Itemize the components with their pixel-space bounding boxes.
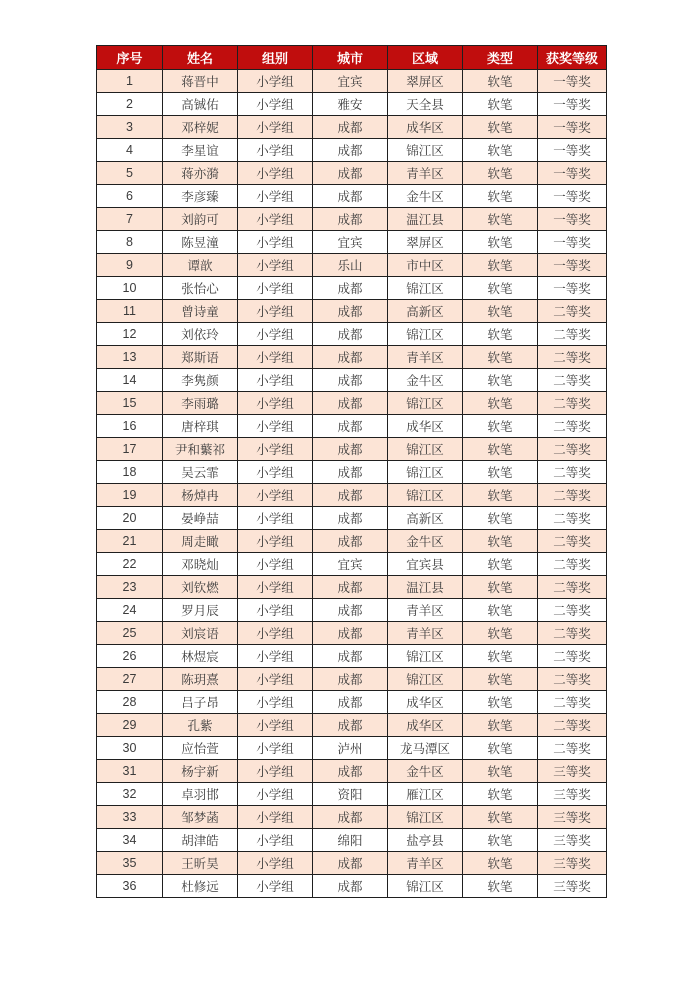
table-cell: 宜宾 (313, 553, 388, 576)
table-cell: 李星谊 (163, 139, 238, 162)
table-cell: 小学组 (238, 277, 313, 300)
table-cell: 金牛区 (388, 185, 463, 208)
table-cell: 刘韵可 (163, 208, 238, 231)
table-cell: 三等奖 (538, 760, 607, 783)
table-cell: 成都 (313, 323, 388, 346)
table-cell: 王昕昊 (163, 852, 238, 875)
table-cell: 小学组 (238, 553, 313, 576)
table-cell: 温江县 (388, 208, 463, 231)
table-cell: 成都 (313, 576, 388, 599)
table-cell: 小学组 (238, 668, 313, 691)
table-cell: 刘依玲 (163, 323, 238, 346)
table-cell: 杨宇新 (163, 760, 238, 783)
table-cell: 青羊区 (388, 599, 463, 622)
table-cell: 张怡心 (163, 277, 238, 300)
table-cell: 软笔 (463, 162, 538, 185)
table-cell: 成都 (313, 691, 388, 714)
table-row (97, 277, 607, 300)
table-cell: 小学组 (238, 576, 313, 599)
column-header: 获奖等级 (538, 46, 607, 70)
table-cell: 36 (97, 875, 163, 898)
table-cell: 小学组 (238, 116, 313, 139)
table-cell: 邓梓妮 (163, 116, 238, 139)
table-cell: 青羊区 (388, 346, 463, 369)
table-cell: 6 (97, 185, 163, 208)
table-cell: 小学组 (238, 162, 313, 185)
table-cell: 一等奖 (538, 93, 607, 116)
table-cell: 二等奖 (538, 737, 607, 760)
table-cell: 29 (97, 714, 163, 737)
table-cell: 一等奖 (538, 254, 607, 277)
table-row (97, 438, 607, 461)
table-cell: 三等奖 (538, 806, 607, 829)
table-cell: 孔紫 (163, 714, 238, 737)
table-cell: 12 (97, 323, 163, 346)
table-row (97, 162, 607, 185)
table-cell: 软笔 (463, 300, 538, 323)
table-cell: 谭歆 (163, 254, 238, 277)
table-row (97, 760, 607, 783)
table-cell: 9 (97, 254, 163, 277)
table-cell: 陈昱潼 (163, 231, 238, 254)
table-cell: 二等奖 (538, 645, 607, 668)
table-cell: 高铖佑 (163, 93, 238, 116)
table-cell: 蒋亦漪 (163, 162, 238, 185)
table-cell: 软笔 (463, 231, 538, 254)
table-row (97, 622, 607, 645)
table-cell: 金牛区 (388, 530, 463, 553)
table-cell: 软笔 (463, 530, 538, 553)
table-cell: 33 (97, 806, 163, 829)
table-cell: 软笔 (463, 783, 538, 806)
table-cell: 小学组 (238, 875, 313, 898)
table-cell: 成都 (313, 875, 388, 898)
table-cell: 陈玥熹 (163, 668, 238, 691)
table-cell: 小学组 (238, 254, 313, 277)
table-row (97, 645, 607, 668)
table-cell: 小学组 (238, 645, 313, 668)
table-cell: 软笔 (463, 829, 538, 852)
table-row (97, 185, 607, 208)
table-cell: 二等奖 (538, 369, 607, 392)
table-cell: 成都 (313, 369, 388, 392)
table-cell: 成都 (313, 438, 388, 461)
table-cell: 邹梦菡 (163, 806, 238, 829)
table-cell: 锦江区 (388, 139, 463, 162)
table-row (97, 139, 607, 162)
table-cell: 宜宾 (313, 70, 388, 93)
table-cell: 蒋晋中 (163, 70, 238, 93)
table-cell: 2 (97, 93, 163, 116)
table-cell: 14 (97, 369, 163, 392)
table-cell: 金牛区 (388, 760, 463, 783)
table-cell: 3 (97, 116, 163, 139)
table-row (97, 461, 607, 484)
table-cell: 小学组 (238, 392, 313, 415)
table-row (97, 392, 607, 415)
table-header-row (97, 46, 607, 70)
table-cell: 绵阳 (313, 829, 388, 852)
table-row (97, 599, 607, 622)
table-cell: 雁江区 (388, 783, 463, 806)
table-cell: 龙马潭区 (388, 737, 463, 760)
table-row (97, 737, 607, 760)
table-cell: 小学组 (238, 760, 313, 783)
table-cell: 成都 (313, 760, 388, 783)
table-cell: 19 (97, 484, 163, 507)
table-cell: 18 (97, 461, 163, 484)
table-row (97, 231, 607, 254)
table-cell: 软笔 (463, 691, 538, 714)
table-cell: 5 (97, 162, 163, 185)
table-cell: 小学组 (238, 507, 313, 530)
table-cell: 雅安 (313, 93, 388, 116)
table-cell: 一等奖 (538, 116, 607, 139)
table-cell: 软笔 (463, 852, 538, 875)
table-row (97, 116, 607, 139)
table-cell: 二等奖 (538, 346, 607, 369)
table-row (97, 714, 607, 737)
table-cell: 三等奖 (538, 852, 607, 875)
table-cell: 成华区 (388, 691, 463, 714)
table-cell: 1 (97, 70, 163, 93)
table-cell: 晏峥喆 (163, 507, 238, 530)
table-cell: 高新区 (388, 300, 463, 323)
column-header: 序号 (97, 46, 163, 70)
table-cell: 二等奖 (538, 599, 607, 622)
table-cell: 刘钦燃 (163, 576, 238, 599)
table-cell: 小学组 (238, 806, 313, 829)
table-cell: 一等奖 (538, 185, 607, 208)
table-cell: 一等奖 (538, 70, 607, 93)
table-row (97, 829, 607, 852)
table-cell: 胡津皓 (163, 829, 238, 852)
table-cell: 小学组 (238, 530, 313, 553)
table-cell: 软笔 (463, 369, 538, 392)
column-header: 类型 (463, 46, 538, 70)
table-cell: 小学组 (238, 93, 313, 116)
table-cell: 锦江区 (388, 392, 463, 415)
table-cell: 软笔 (463, 875, 538, 898)
table-cell: 二等奖 (538, 507, 607, 530)
column-header: 区域 (388, 46, 463, 70)
table-cell: 小学组 (238, 208, 313, 231)
table-cell: 软笔 (463, 806, 538, 829)
table-cell: 24 (97, 599, 163, 622)
table-cell: 杨焯冉 (163, 484, 238, 507)
table-row (97, 576, 607, 599)
table-cell: 成都 (313, 346, 388, 369)
table-body (97, 70, 607, 898)
table-cell: 成都 (313, 277, 388, 300)
table-cell: 小学组 (238, 369, 313, 392)
table-cell: 曾诗童 (163, 300, 238, 323)
table-cell: 成华区 (388, 714, 463, 737)
table-cell: 软笔 (463, 599, 538, 622)
table-row (97, 93, 607, 116)
table-cell: 软笔 (463, 392, 538, 415)
table-cell: 资阳 (313, 783, 388, 806)
table-cell: 软笔 (463, 553, 538, 576)
table-row (97, 783, 607, 806)
table-row (97, 346, 607, 369)
table-cell: 成都 (313, 162, 388, 185)
table-cell: 15 (97, 392, 163, 415)
table-cell: 成都 (313, 507, 388, 530)
table-cell: 软笔 (463, 438, 538, 461)
table-cell: 泸州 (313, 737, 388, 760)
table-row (97, 806, 607, 829)
table-cell: 8 (97, 231, 163, 254)
table-cell: 软笔 (463, 507, 538, 530)
table-cell: 软笔 (463, 116, 538, 139)
table-cell: 林煜宸 (163, 645, 238, 668)
table-cell: 小学组 (238, 852, 313, 875)
table-cell: 25 (97, 622, 163, 645)
table-cell: 成都 (313, 599, 388, 622)
table-cell: 青羊区 (388, 622, 463, 645)
table-cell: 软笔 (463, 254, 538, 277)
table-cell: 成华区 (388, 415, 463, 438)
table-cell: 成都 (313, 461, 388, 484)
table-cell: 锦江区 (388, 461, 463, 484)
table-cell: 小学组 (238, 70, 313, 93)
table-cell: 吴云霏 (163, 461, 238, 484)
table-cell: 翠屏区 (388, 231, 463, 254)
table-cell: 郑斯语 (163, 346, 238, 369)
table-cell: 小学组 (238, 829, 313, 852)
table-row (97, 875, 607, 898)
column-header: 姓名 (163, 46, 238, 70)
table-cell: 31 (97, 760, 163, 783)
table-row (97, 323, 607, 346)
table-row (97, 70, 607, 93)
table-cell: 二等奖 (538, 392, 607, 415)
table-cell: 杜修远 (163, 875, 238, 898)
table-cell: 4 (97, 139, 163, 162)
table-cell: 一等奖 (538, 231, 607, 254)
table-cell: 市中区 (388, 254, 463, 277)
table-cell: 成都 (313, 208, 388, 231)
table-cell: 软笔 (463, 323, 538, 346)
table-row (97, 254, 607, 277)
table-cell: 小学组 (238, 231, 313, 254)
table-cell: 李彦臻 (163, 185, 238, 208)
table-cell: 小学组 (238, 691, 313, 714)
table-row (97, 668, 607, 691)
table-cell: 尹和蘩祁 (163, 438, 238, 461)
table-cell: 高新区 (388, 507, 463, 530)
table-cell: 成都 (313, 392, 388, 415)
table-cell: 11 (97, 300, 163, 323)
table-cell: 周走瞰 (163, 530, 238, 553)
table-cell: 小学组 (238, 737, 313, 760)
table-cell: 金牛区 (388, 369, 463, 392)
table-row (97, 530, 607, 553)
table-cell: 成都 (313, 484, 388, 507)
table-cell: 宜宾 (313, 231, 388, 254)
table-cell: 李隽颜 (163, 369, 238, 392)
column-header: 城市 (313, 46, 388, 70)
table-cell: 青羊区 (388, 852, 463, 875)
table-cell: 二等奖 (538, 415, 607, 438)
table-cell: 软笔 (463, 714, 538, 737)
table-row (97, 852, 607, 875)
table-cell: 28 (97, 691, 163, 714)
table-cell: 软笔 (463, 576, 538, 599)
table-cell: 小学组 (238, 346, 313, 369)
table-cell: 一等奖 (538, 208, 607, 231)
table-cell: 锦江区 (388, 323, 463, 346)
table-cell: 乐山 (313, 254, 388, 277)
table-cell: 罗月辰 (163, 599, 238, 622)
table-cell: 软笔 (463, 760, 538, 783)
table-cell: 小学组 (238, 714, 313, 737)
table-cell: 成都 (313, 116, 388, 139)
table-cell: 三等奖 (538, 875, 607, 898)
table-cell: 软笔 (463, 645, 538, 668)
table-cell: 软笔 (463, 185, 538, 208)
table-cell: 软笔 (463, 93, 538, 116)
table-cell: 二等奖 (538, 530, 607, 553)
table-cell: 小学组 (238, 622, 313, 645)
table-cell: 锦江区 (388, 438, 463, 461)
table-row (97, 208, 607, 231)
table-cell: 二等奖 (538, 438, 607, 461)
table-row (97, 484, 607, 507)
table-cell: 20 (97, 507, 163, 530)
table-cell: 成都 (313, 415, 388, 438)
table-cell: 唐梓琪 (163, 415, 238, 438)
table-cell: 二等奖 (538, 622, 607, 645)
table-cell: 小学组 (238, 300, 313, 323)
table-cell: 锦江区 (388, 806, 463, 829)
table-cell: 小学组 (238, 783, 313, 806)
table-cell: 温江县 (388, 576, 463, 599)
table-cell: 三等奖 (538, 783, 607, 806)
table-cell: 三等奖 (538, 829, 607, 852)
table-row (97, 507, 607, 530)
table-cell: 软笔 (463, 208, 538, 231)
table-cell: 34 (97, 829, 163, 852)
table-cell: 23 (97, 576, 163, 599)
table-cell: 27 (97, 668, 163, 691)
table-cell: 成都 (313, 806, 388, 829)
table-cell: 二等奖 (538, 668, 607, 691)
table-cell: 成华区 (388, 116, 463, 139)
table-cell: 锦江区 (388, 645, 463, 668)
table-cell: 李雨璐 (163, 392, 238, 415)
table-cell: 二等奖 (538, 323, 607, 346)
table-cell: 22 (97, 553, 163, 576)
table-cell: 软笔 (463, 622, 538, 645)
table-cell: 二等奖 (538, 461, 607, 484)
table-cell: 二等奖 (538, 576, 607, 599)
table-cell: 一等奖 (538, 139, 607, 162)
table-row (97, 415, 607, 438)
table-cell: 二等奖 (538, 484, 607, 507)
table-cell: 锦江区 (388, 277, 463, 300)
table-cell: 成都 (313, 645, 388, 668)
table-cell: 成都 (313, 139, 388, 162)
table-cell: 二等奖 (538, 691, 607, 714)
table-cell: 21 (97, 530, 163, 553)
table-cell: 软笔 (463, 415, 538, 438)
table-cell: 软笔 (463, 484, 538, 507)
table-cell: 吕子昂 (163, 691, 238, 714)
table-cell: 软笔 (463, 139, 538, 162)
table-cell: 锦江区 (388, 875, 463, 898)
table-cell: 邓晓灿 (163, 553, 238, 576)
table-row (97, 369, 607, 392)
table-cell: 32 (97, 783, 163, 806)
table-cell: 30 (97, 737, 163, 760)
table-cell: 软笔 (463, 461, 538, 484)
table-cell: 成都 (313, 668, 388, 691)
table-cell: 卓羽邯 (163, 783, 238, 806)
table-cell: 小学组 (238, 415, 313, 438)
table-cell: 26 (97, 645, 163, 668)
table-cell: 青羊区 (388, 162, 463, 185)
table-cell: 盐亭县 (388, 829, 463, 852)
award-results-table (96, 45, 607, 898)
table-cell: 软笔 (463, 277, 538, 300)
table-cell: 锦江区 (388, 484, 463, 507)
table-cell: 刘宸语 (163, 622, 238, 645)
table-cell: 一等奖 (538, 162, 607, 185)
table-cell: 小学组 (238, 461, 313, 484)
table-cell: 成都 (313, 185, 388, 208)
table-cell: 成都 (313, 300, 388, 323)
table-cell: 10 (97, 277, 163, 300)
table-cell: 小学组 (238, 185, 313, 208)
table-cell: 小学组 (238, 599, 313, 622)
table-cell: 二等奖 (538, 553, 607, 576)
column-header: 组别 (238, 46, 313, 70)
table-cell: 7 (97, 208, 163, 231)
table-row (97, 691, 607, 714)
table-cell: 二等奖 (538, 714, 607, 737)
table-cell: 35 (97, 852, 163, 875)
table-cell: 一等奖 (538, 277, 607, 300)
table-cell: 软笔 (463, 346, 538, 369)
table-cell: 应怡萱 (163, 737, 238, 760)
table-cell: 成都 (313, 852, 388, 875)
table-cell: 16 (97, 415, 163, 438)
table-cell: 小学组 (238, 438, 313, 461)
table-cell: 17 (97, 438, 163, 461)
table-cell: 成都 (313, 622, 388, 645)
table-cell: 13 (97, 346, 163, 369)
table-cell: 成都 (313, 714, 388, 737)
table-row (97, 300, 607, 323)
table-cell: 小学组 (238, 139, 313, 162)
table-cell: 小学组 (238, 323, 313, 346)
table-cell: 宜宾县 (388, 553, 463, 576)
table-row (97, 553, 607, 576)
table-cell: 翠屏区 (388, 70, 463, 93)
table-cell: 天全县 (388, 93, 463, 116)
table-cell: 软笔 (463, 737, 538, 760)
table-cell: 小学组 (238, 484, 313, 507)
table-cell: 软笔 (463, 668, 538, 691)
table-cell: 锦江区 (388, 668, 463, 691)
table-cell: 软笔 (463, 70, 538, 93)
table-cell: 二等奖 (538, 300, 607, 323)
table-cell: 成都 (313, 530, 388, 553)
